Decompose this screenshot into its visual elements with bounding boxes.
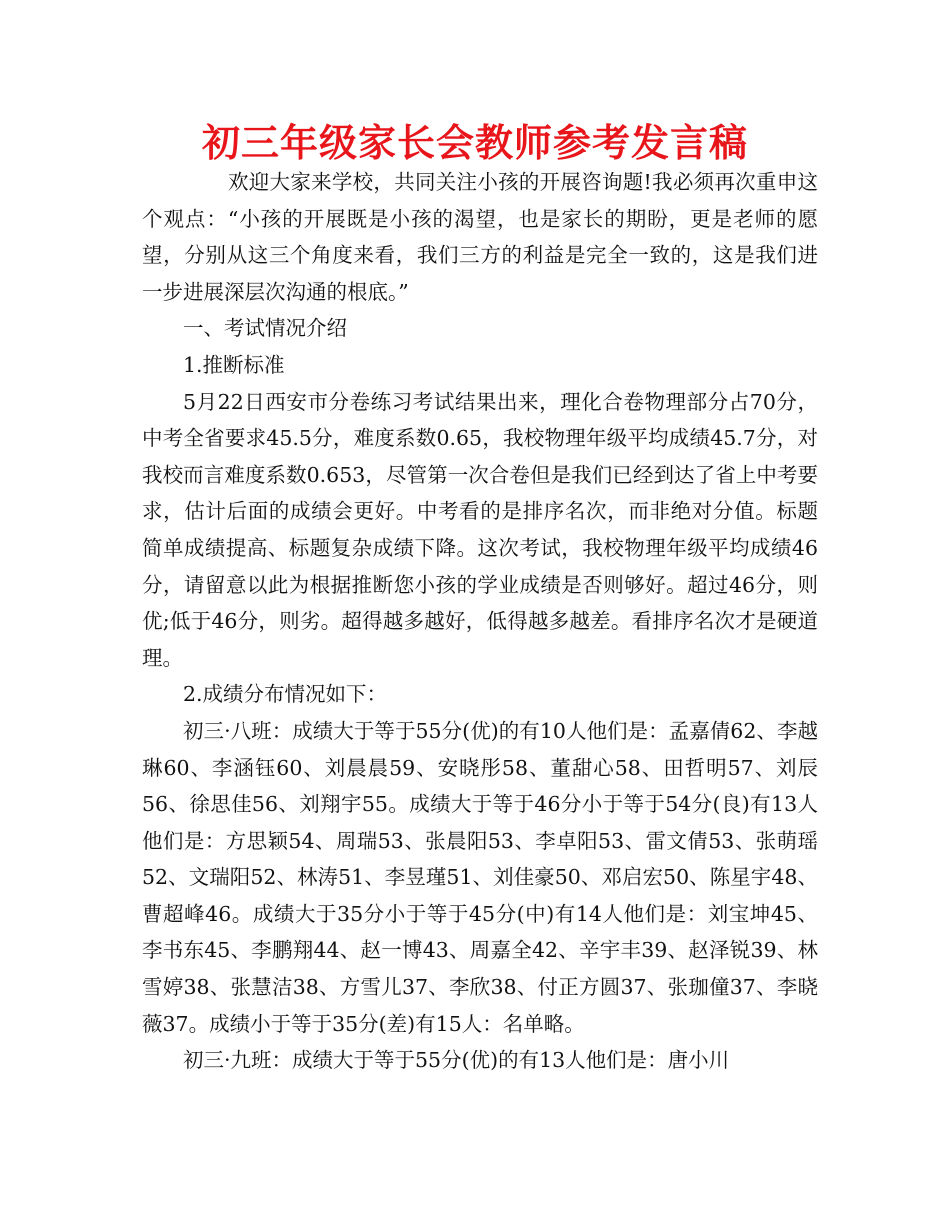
document-body bbox=[142, 164, 818, 1079]
section-heading-exam: 一、考试情况介绍 bbox=[183, 316, 347, 341]
subheading-standard: 1.推断标准 bbox=[183, 352, 285, 377]
subheading-distribution: 2.成绩分布情况如下： bbox=[183, 682, 388, 707]
document-title: 初三年级家长会教师参考发言稿 bbox=[201, 121, 748, 165]
paragraph-class-9: 初三·九班：成绩大于等于55分(优)的有13人他们是：唐小川 bbox=[183, 1048, 730, 1073]
paragraph-exam-result: 5月22日西安市分卷练习考试结果出来，理化合卷物理部分占70分，中考全省要求45.5分，难度系数0.65，我校物理年级平均成绩45.7分，对我校而言难度系数0.653，尽管第一次合卷但是我们已经到达了省上中考要求，估计后面的成绩会更好。中考看的是排序名次，而非绝对分值。标题简单成绩提高、标题复杂成绩下降。这次考试，我校物理年级平均成绩46分，请留意以此为根据推断您小孩的学业成绩是否则够好。超过46分，则优;低于46分，则劣。超得越多越好，低得越多越差。看排序名次才是硬道理。 bbox=[142, 389, 818, 670]
paragraph-welcome: 欢迎大家来学校，共同关注小孩的开展咨询题!我必须再次重申这个观点：“小孩的开展既是小孩的渴望，也是家长的期盼，更是老师的愿望，分别从这三个角度来看，我们三方的利益是完全一致的，这是我们进一步进展深层次沟通的根底。” bbox=[142, 170, 818, 304]
paragraph-class-8: 初三·八班：成绩大于等于55分(优)的有10人他们是：孟嘉倩62、李越琳60、李涵钰60、刘晨晨59、安晓彤58、董甜心58、田哲明57、刘辰56、徐思佳56、刘翔宇55。成绩大于等于46分小于等于54分(良)有13人他们是：方思颖54、周瑞53、张晨阳53、李卓阳53、雷文倩53、张萌瑶52、文瑞阳52、林涛51、李昱瑾51、刘佳豪50、邓启宏50、陈星宇48、曹超峰46。成绩大于35分小于等于45分(中)有14人他们是：刘宝坤45、李书东45、李鹏翔44、赵一博43、周嘉全42、辛宇丰39、赵泽锐39、林雪婷38、张慧洁38、方雪儿37、李欣38、付正方圆37、张珈僮37、李晓薇37。成绩小于等于35分(差)有15人：名单略。 bbox=[142, 718, 818, 1036]
